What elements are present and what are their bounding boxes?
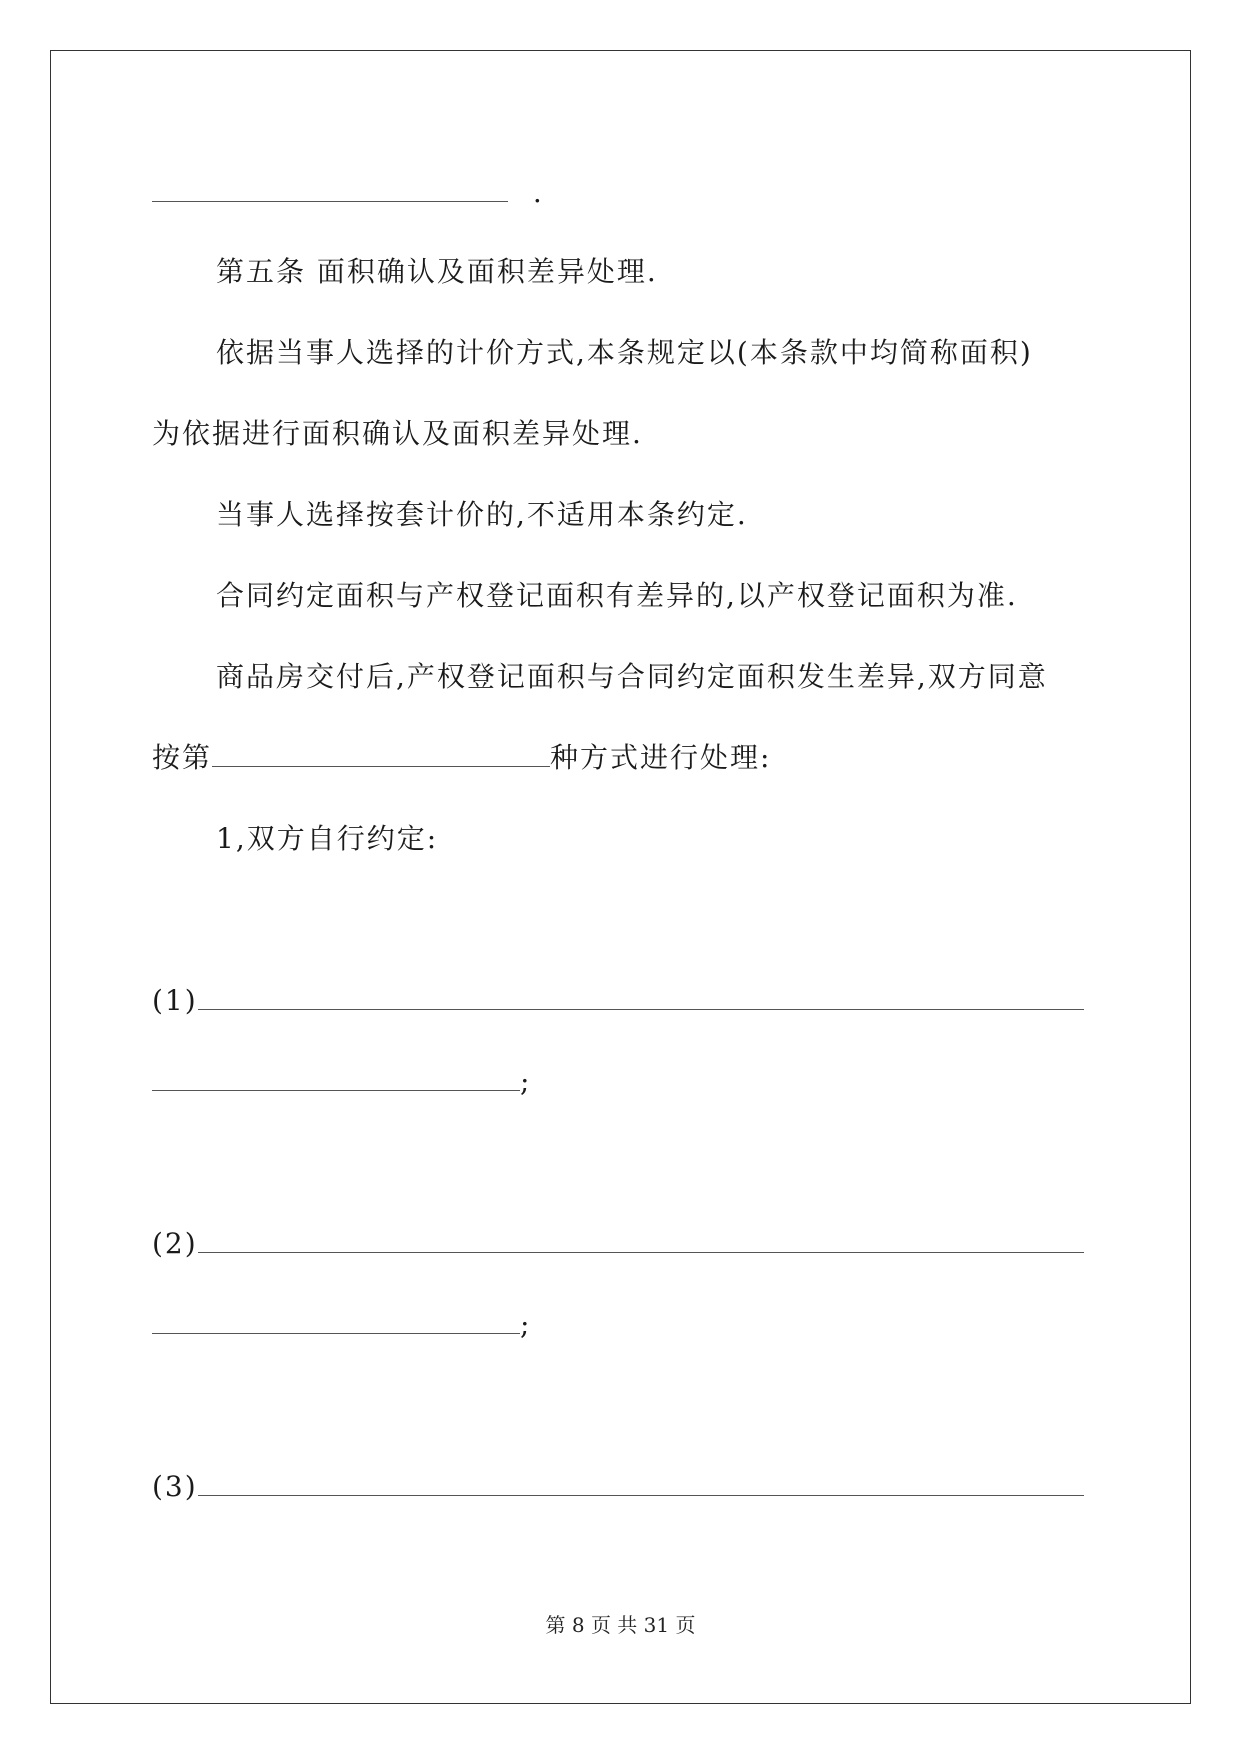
sub-item-3 bbox=[152, 1470, 1084, 1504]
sub-item-1-continuation bbox=[152, 1065, 531, 1099]
sub-item-2-label: (2) bbox=[152, 1227, 198, 1260]
paragraph-4-line-2 bbox=[152, 741, 771, 775]
paragraph-4-line-1: 商品房交付后,产权登记面积与合同约定面积发生差异,双方同意 bbox=[216, 660, 1048, 693]
item-1-heading: 1,双方自行约定: bbox=[216, 822, 439, 855]
method-suffix: 种方式进行处理: bbox=[550, 741, 772, 774]
sub-item-3-blank[interactable] bbox=[198, 1471, 1084, 1496]
sub-item-3-label: (3) bbox=[152, 1470, 198, 1503]
sub-item-2-blank[interactable] bbox=[198, 1228, 1084, 1253]
page-number-footer: 第 8 页 共 31 页 bbox=[545, 1613, 696, 1637]
paragraph-1-line-1: 依据当事人选择的计价方式,本条规定以(本条款中均简称面积) bbox=[216, 336, 1033, 369]
sub-item-1-blank[interactable] bbox=[198, 985, 1084, 1010]
paragraph-3: 合同约定面积与产权登记面积有差异的,以产权登记面积为准. bbox=[216, 579, 1018, 612]
semicolon: ; bbox=[520, 1308, 532, 1341]
method-number-blank[interactable] bbox=[212, 742, 550, 767]
method-prefix: 按第 bbox=[152, 741, 213, 774]
sub-item-2 bbox=[152, 1227, 1084, 1261]
sub-item-1-label: (1) bbox=[152, 984, 198, 1017]
page-border bbox=[50, 50, 1191, 1704]
sub-item-1-blank-2[interactable] bbox=[152, 1066, 520, 1091]
paragraph-2: 当事人选择按套计价的,不适用本条约定. bbox=[216, 498, 748, 531]
fill-blank[interactable] bbox=[152, 177, 508, 202]
semicolon: ; bbox=[520, 1065, 532, 1098]
sub-item-1 bbox=[152, 984, 1084, 1018]
blank-line-continuation bbox=[152, 176, 544, 210]
paragraph-1-line-2: 为依据进行面积确认及面积差异处理. bbox=[152, 417, 643, 450]
sub-item-2-blank-2[interactable] bbox=[152, 1309, 520, 1334]
article5-heading: 第五条 面积确认及面积差异处理. bbox=[216, 255, 658, 288]
period-mark: . bbox=[532, 176, 544, 209]
sub-item-2-continuation bbox=[152, 1308, 531, 1342]
